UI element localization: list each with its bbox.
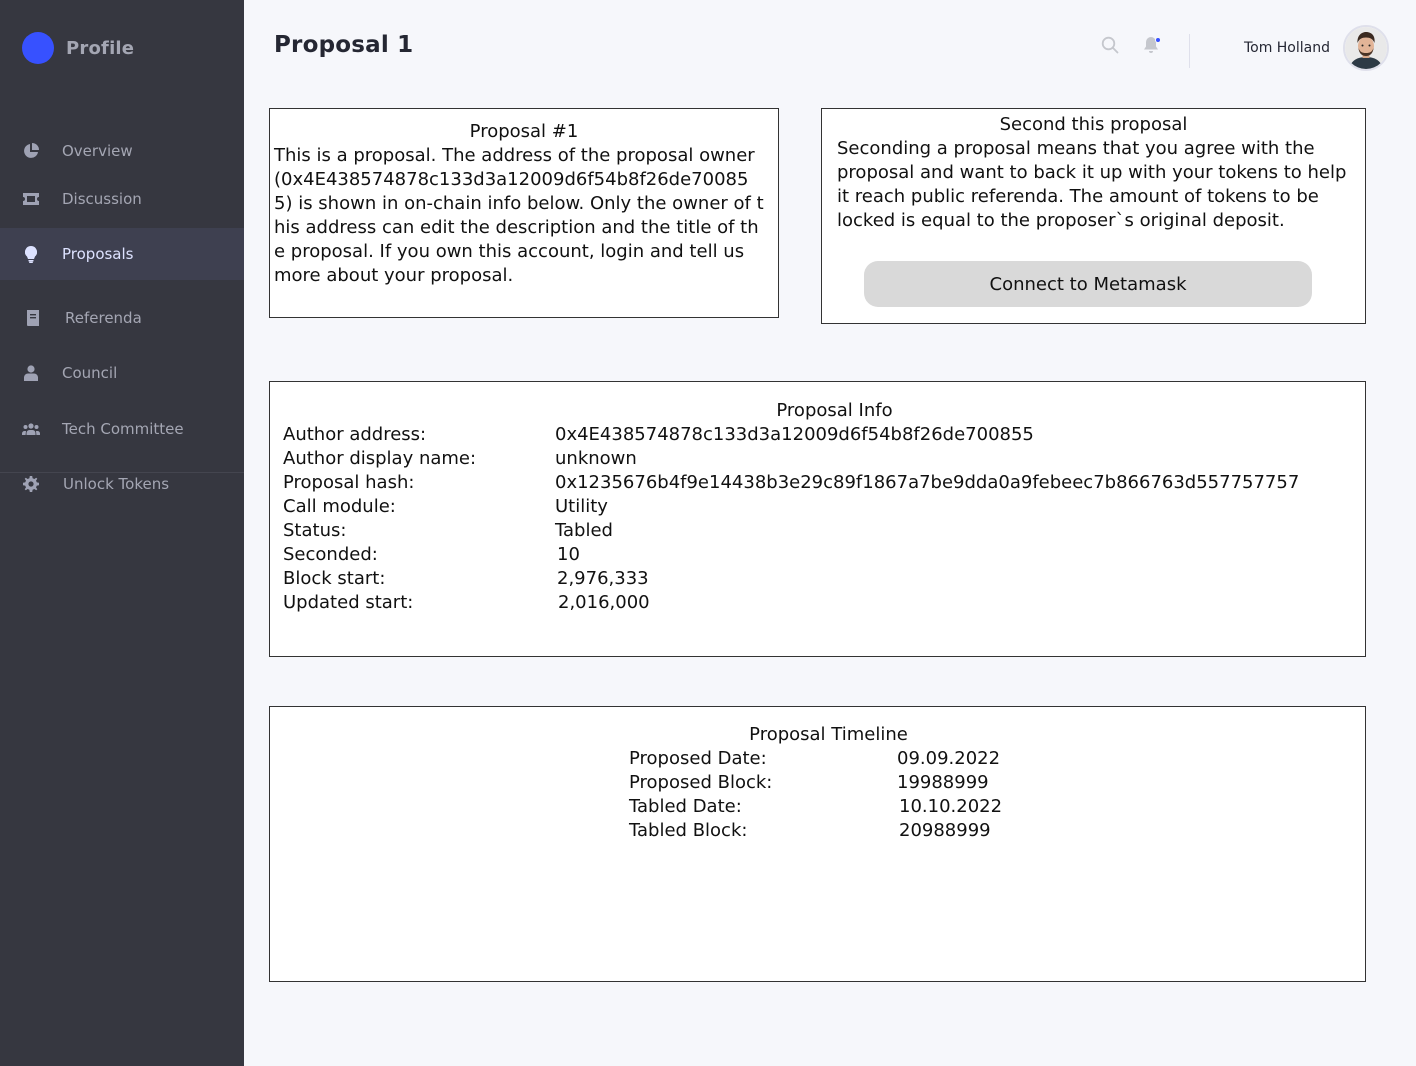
sidebar-item-referenda[interactable]	[0, 292, 244, 344]
profile-logo-icon	[22, 32, 54, 64]
timeline-row	[629, 747, 1129, 771]
proposal-card-title: Proposal #1	[469, 121, 579, 142]
proposal-info-table	[283, 423, 1363, 615]
proposal-timeline-card	[269, 706, 1366, 982]
timeline-value: 09.09.2022	[897, 748, 1001, 769]
timeline-value: 19988999	[897, 772, 989, 793]
info-key: Block start:	[283, 568, 386, 589]
timeline-key: Tabled Date:	[629, 796, 742, 817]
sidebar-item-council[interactable]	[0, 347, 244, 399]
sidebar-item-unlock-tokens[interactable]	[0, 458, 244, 510]
second-card-description: Seconding a proposal means that you agree with the proposal and want to back it up with your tokens to help it reach public referenda. The amount of tokens to be locked is equal to the proposer`s original deposit.	[837, 138, 1347, 231]
info-row	[283, 447, 1363, 471]
timeline-value: 10.10.2022	[899, 796, 1003, 817]
proposal-timeline-title: Proposal Timeline	[749, 724, 908, 745]
timeline-row	[629, 819, 1129, 843]
sidebar-item-label: Proposals	[62, 245, 134, 263]
info-row	[283, 471, 1363, 495]
sidebar-item-label: Council	[62, 364, 118, 382]
sidebar-item-label: Overview	[62, 142, 133, 160]
sidebar-item-proposals[interactable]	[0, 228, 244, 280]
proposal-card	[269, 108, 779, 318]
timeline-key: Proposed Date:	[629, 748, 767, 769]
timeline-key: Tabled Block:	[629, 820, 748, 841]
user-name[interactable]: Tom Holland	[1243, 40, 1330, 56]
proposal-timeline-table	[629, 747, 1129, 843]
info-row	[283, 423, 1363, 447]
info-value: 2,016,000	[558, 592, 650, 613]
info-value: Tabled	[555, 520, 613, 541]
lightbulb-icon	[22, 245, 40, 263]
info-value: 2,976,333	[557, 568, 649, 589]
info-value: 0x1235676b4f9e14438b3e29c89f1867a7be9dda0a9febeec7b866763d557757757	[555, 472, 1300, 493]
avatar[interactable]	[1343, 25, 1389, 71]
search-button[interactable]	[1099, 36, 1121, 58]
header-divider	[1189, 34, 1190, 68]
notification-badge	[1155, 37, 1161, 43]
info-value: Utility	[555, 496, 608, 517]
sidebar	[0, 0, 244, 1066]
gear-icon	[22, 475, 40, 493]
pie-chart-icon	[22, 142, 40, 160]
info-key: Status:	[283, 520, 347, 541]
brand-name: Profile	[66, 37, 135, 59]
timeline-row	[629, 795, 1129, 819]
info-value: unknown	[555, 448, 637, 469]
info-key: Call module:	[283, 496, 396, 517]
info-row	[283, 543, 1363, 567]
info-row	[283, 567, 1363, 591]
proposal-info-card	[269, 381, 1366, 657]
book-icon	[24, 309, 42, 327]
info-row	[283, 519, 1363, 543]
notifications-button[interactable]	[1140, 36, 1162, 58]
sidebar-item-label: Referenda	[65, 309, 142, 327]
sidebar-item-label: Tech Committee	[62, 420, 184, 438]
info-row	[283, 495, 1363, 519]
connect-metamask-button[interactable]: Connect to Metamask	[864, 261, 1312, 307]
timeline-key: Proposed Block:	[629, 772, 773, 793]
timeline-value: 20988999	[899, 820, 991, 841]
info-key: Proposal hash:	[283, 472, 415, 493]
sidebar-item-tech-committee[interactable]	[0, 403, 244, 455]
info-value: 10	[557, 544, 580, 565]
page-title: Proposal 1	[274, 32, 414, 58]
proposal-description: This is a proposal. The address of the proposal owner (0x4E438574878c133d3a12009d6f54b8f26de700855) is shown in on-chain info below. Only the owner of this address can edit the description and the title of the proposal. If you own this account, login and tell us more about your proposal.	[274, 145, 764, 286]
avatar-portrait-icon	[1345, 27, 1387, 69]
timeline-row	[629, 771, 1129, 795]
users-icon	[22, 420, 40, 438]
sidebar-item-label: Discussion	[62, 190, 142, 208]
search-icon	[1101, 36, 1119, 58]
second-card-title: Second this proposal	[999, 114, 1188, 135]
sidebar-item-label: Unlock Tokens	[63, 475, 170, 493]
user-tie-icon	[22, 364, 40, 382]
proposal-info-title: Proposal Info	[776, 400, 893, 421]
ticket-icon	[22, 190, 40, 208]
info-value: 0x4E438574878c133d3a12009d6f54b8f26de700855	[555, 424, 1034, 445]
profile-link[interactable]	[22, 32, 134, 64]
info-key: Author display name:	[283, 448, 477, 469]
sidebar-item-overview[interactable]	[0, 125, 244, 177]
second-proposal-card	[821, 108, 1366, 324]
info-row	[283, 591, 1363, 615]
info-key: Author address:	[283, 424, 427, 445]
info-key: Seconded:	[283, 544, 378, 565]
sidebar-item-discussion[interactable]	[0, 173, 244, 225]
info-key: Updated start:	[283, 592, 414, 613]
